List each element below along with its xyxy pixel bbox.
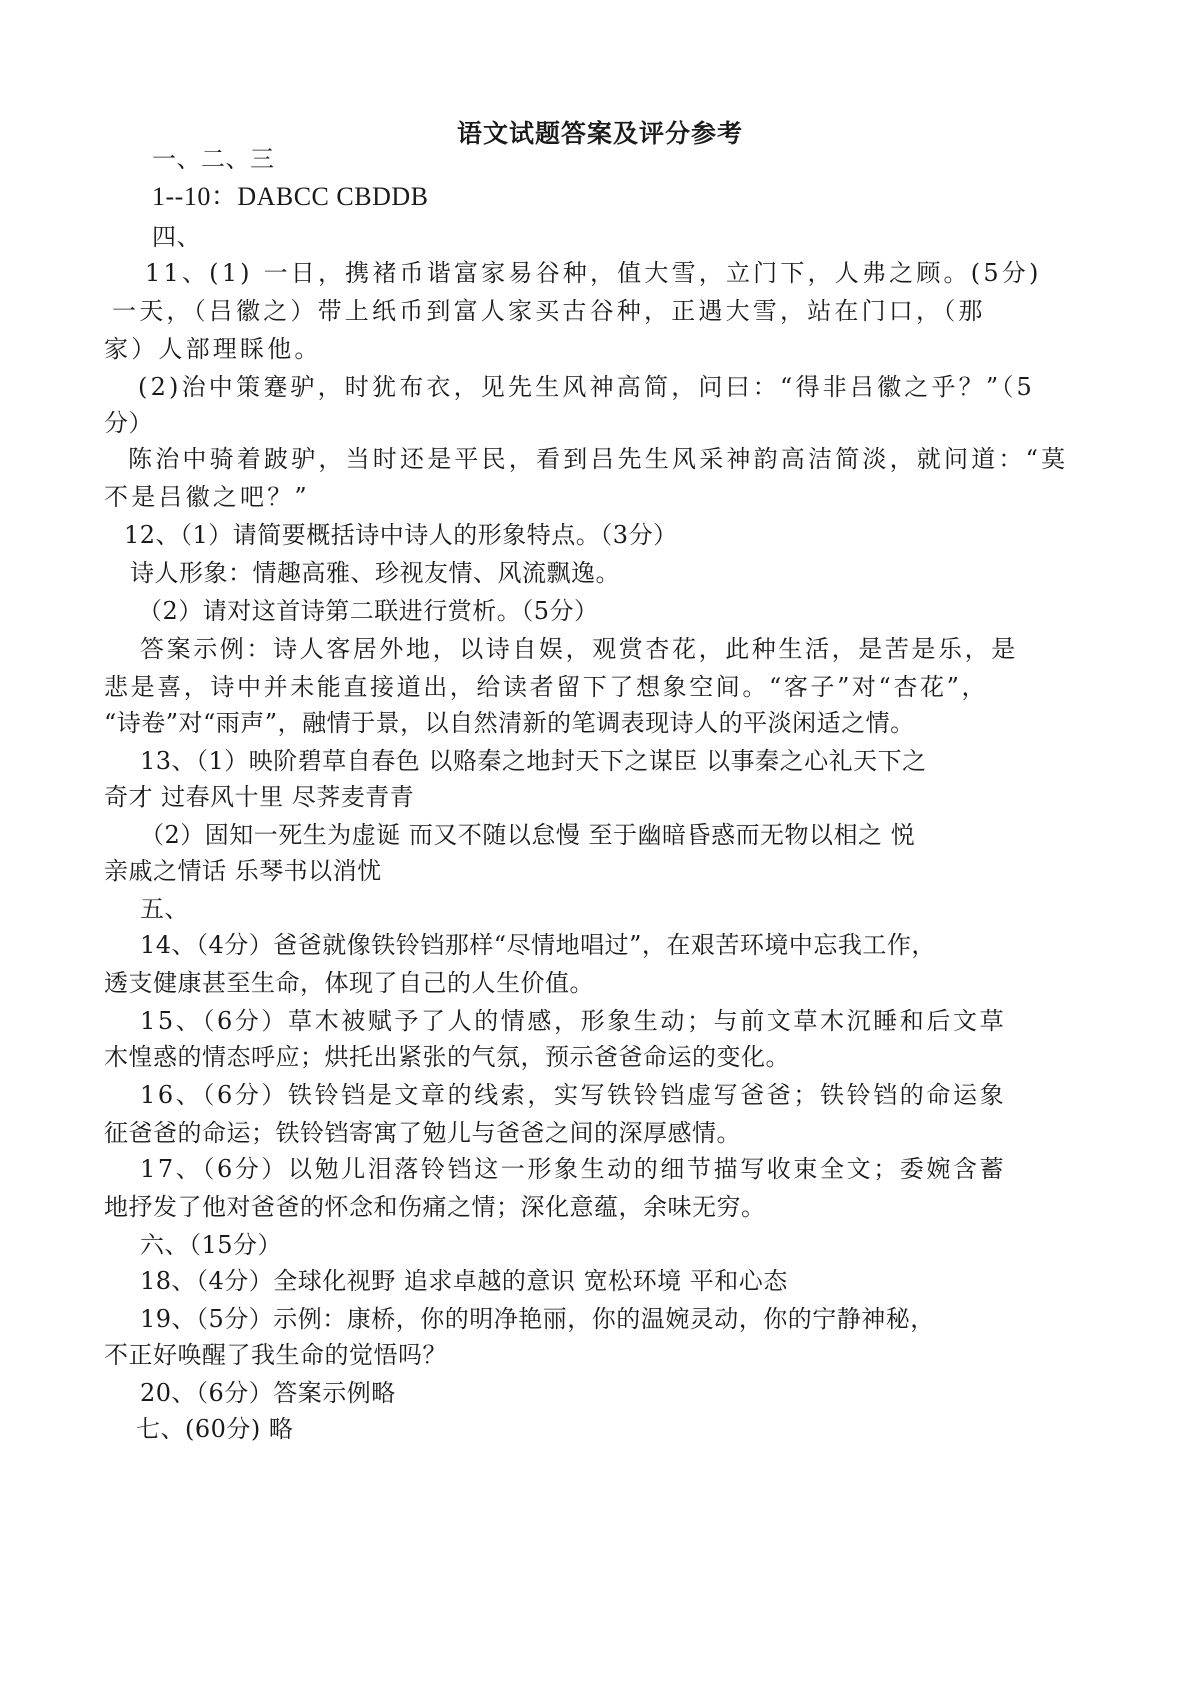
section-heading-6: 六、（15分） — [140, 1231, 283, 1259]
q19-answer-a: 19、（5分）示例：康桥，你的明净艳丽，你的温婉灵动，你的宁静神秘， — [140, 1305, 935, 1333]
section-heading-4: 四、 — [152, 223, 201, 251]
q12-part2-answer-a: 答案示例：诗人客居外地，以诗自娱，观赏杏花，此种生活，是苦是乐，是 — [140, 635, 1018, 663]
q11-part1-translation-a: 一天，（吕徽之）带上纸币到富人家买古谷种，正遇大雪，站在门口，（那 — [112, 297, 986, 325]
q12-part1-question: 12、（1）请简要概括诗中诗人的形象特点。（3分） — [124, 521, 678, 549]
section-heading-1-3: 一、二、三 — [152, 145, 275, 173]
q11-part2-translation-b: 不是吕徽之吧？” — [104, 483, 310, 511]
q12-part2-question: （2）请对这首诗第二联进行赏析。（5分） — [138, 597, 599, 625]
q13-part2-b: 亲戚之情话 乐琴书以消忧 — [104, 857, 382, 885]
q15-answer-b: 木惶惑的情态呼应；烘托出紧张的气氛，预示爸爸命运的变化。 — [104, 1043, 790, 1071]
q17-answer-a: 17、（6分）以勉儿泪落铃铛这一形象生动的细节描写收束全文；委婉含蓄 — [140, 1155, 1007, 1183]
q12-part1-answer: 诗人形象：情趣高雅、珍视友情、风流飘逸。 — [130, 559, 620, 587]
q14-answer-b: 透支健康甚至生命，体现了自己的人生价值。 — [104, 969, 594, 997]
q20-answer: 20、（6分）答案示例略 — [140, 1379, 396, 1407]
q17-answer-b: 地抒发了他对爸爸的怀念和伤痛之情；深化意蕴，余味无穷。 — [104, 1193, 766, 1221]
q13-part1-a: 13、（1）映阶碧草自春色 以赂秦之地封天下之谋臣 以事秦之心礼天下之 — [140, 747, 927, 775]
section-heading-5: 五、 — [140, 895, 189, 923]
q16-answer-a: 16、（6分）铁铃铛是文章的线索，实写铁铃铛虚写爸爸；铁铃铛的命运象 — [140, 1081, 1007, 1109]
document-title: 语文试题答案及评分参考 — [456, 119, 743, 148]
q12-part2-answer-c: “诗卷”对“雨声”，融情于景，以自然清新的笔调表现诗人的平淡闲适之情。 — [104, 709, 915, 737]
answer-line-1-10: 1--10：DABCC CBDDB — [152, 182, 429, 211]
q18-answer: 18、（4分）全球化视野 追求卓越的意识 宽松环境 平和心态 — [140, 1267, 788, 1295]
q11-part2-text-b: 分） — [104, 409, 153, 437]
q11-part2-translation-a: 陈治中骑着跛驴，当时还是平民，看到吕先生风采神韵高洁简淡，就问道：“莫 — [128, 445, 1069, 473]
q11-part2-text-a: (2)治中策蹇驴，时犹布衣，见先生风神高简，问曰：“得非吕徽之乎？”（5 — [138, 373, 1036, 401]
q13-part1-b: 奇才 过春风十里 尽荠麦青青 — [104, 783, 415, 811]
q11-part1-text: 11、(1) 一日，携褚币谐富家易谷种，值大雪，立门下，人弗之顾。(5分) — [145, 259, 1042, 287]
q14-answer-a: 14、（4分）爸爸就像铁铃铛那样“尽情地唱过”，在艰苦环境中忘我工作， — [140, 931, 936, 959]
q12-part2-answer-b: 悲是喜，诗中并未能直接道出，给读者留下了想象空间。“客子”对“杏花”， — [104, 673, 989, 701]
q13-part2-a: （2）固知一死生为虚诞 而又不随以怠慢 至于幽暗昏惑而无物以相之 悦 — [140, 821, 916, 849]
q19-answer-b: 不正好唤醒了我生命的觉悟吗？ — [104, 1341, 447, 1369]
q11-part1-translation-b: 家）人部理睬他。 — [104, 335, 322, 363]
q16-answer-b: 征爸爸的命运；铁铃铛寄寓了勉儿与爸爸之间的深厚感情。 — [104, 1119, 741, 1147]
q15-answer-a: 15、（6分）草木被赋予了人的情感，形象生动；与前文草木沉睡和后文草 — [140, 1007, 1007, 1035]
section-heading-7: 七、(60分) 略 — [136, 1415, 294, 1443]
